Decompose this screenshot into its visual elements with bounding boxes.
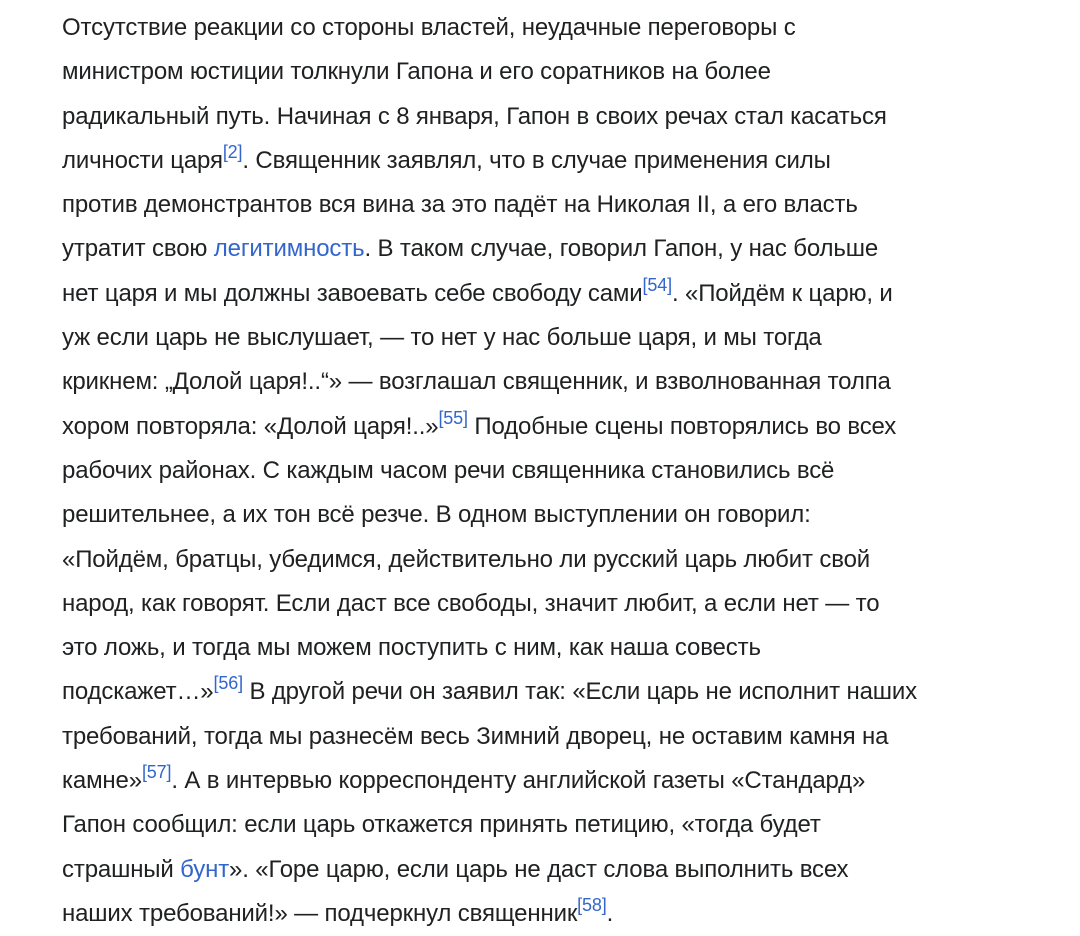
text-line xyxy=(62,538,1020,582)
body-text: утратит свою xyxy=(62,235,214,263)
body-text: нет царя и мы должны завоевать себе свободу сами xyxy=(62,279,643,307)
body-text: . Священник заявлял, что в случае применения силы xyxy=(242,146,831,174)
text-line xyxy=(62,227,1020,271)
body-text: требований, тогда мы разнесём весь Зимний дворец, не оставим камня на xyxy=(62,722,889,750)
text-line xyxy=(62,892,1020,936)
body-text: личности царя xyxy=(62,146,223,174)
body-text: крикнем: „Долой царя!..“» — возглашал священник, и взволнованная толпа xyxy=(62,368,891,396)
text-line xyxy=(62,405,1020,449)
body-text: камне» xyxy=(62,767,142,795)
text-line xyxy=(62,183,1020,227)
body-text: против демонстрантов вся вина за это падёт на Николая II, а его власть xyxy=(62,191,858,219)
text-line xyxy=(62,493,1020,537)
text-line xyxy=(62,6,1020,50)
body-text: Гапон сообщил: если царь откажется принять петицию, «тогда будет xyxy=(62,811,821,839)
text-line xyxy=(62,316,1020,360)
body-text: подскажет…» xyxy=(62,678,214,706)
citation-ref-57[interactable] xyxy=(142,762,171,782)
text-line xyxy=(62,582,1020,626)
text-line xyxy=(62,449,1020,493)
citation-ref-link[interactable]: [2] xyxy=(222,141,243,162)
citation-ref-link[interactable]: [57] xyxy=(141,762,172,783)
citation-ref-2[interactable] xyxy=(223,142,243,162)
citation-ref-link[interactable]: [54] xyxy=(642,274,672,295)
body-text: решительнее, а их тон всё резче. В одном выступлении он говорил: xyxy=(62,501,811,529)
wikilink-легитимность[interactable]: легитимность xyxy=(213,235,365,263)
wikilink-бунт[interactable]: бунт xyxy=(180,855,230,883)
body-text: . xyxy=(606,899,614,927)
body-text: министром юстиции толкнули Гапона и его соратников на более xyxy=(62,58,771,86)
body-text: . В таком случае, говорил Гапон, у нас больше xyxy=(364,235,879,263)
citation-ref-link[interactable]: [58] xyxy=(577,894,607,915)
citation-ref-link[interactable]: [55] xyxy=(438,407,468,428)
citation-ref-55[interactable] xyxy=(438,408,467,428)
text-line xyxy=(62,626,1020,670)
text-line xyxy=(62,759,1020,803)
text-line xyxy=(62,803,1020,847)
body-text: . А в интервью корреспонденту английской газеты «Стандард» xyxy=(171,767,866,795)
text-line xyxy=(62,360,1020,404)
body-text: народ, как говорят. Если даст все свободы, значит любит, а если нет — то xyxy=(62,589,880,617)
body-text: «Пойдём, братцы, убедимся, действительно ли русский царь любит свой xyxy=(62,545,871,573)
text-line xyxy=(62,139,1020,183)
body-text: ». «Горе царю, если царь не даст слова выполнить всех xyxy=(229,855,849,883)
body-text: наших требований!» — подчеркнул священник xyxy=(62,899,578,927)
text-line xyxy=(62,50,1020,94)
body-text: радикальный путь. Начиная с 8 января, Гапон в своих речах стал касаться xyxy=(62,102,887,130)
text-line xyxy=(62,848,1020,892)
text-line xyxy=(62,715,1020,759)
body-text: хором повторяла: «Долой царя!..» xyxy=(62,412,439,440)
text-line xyxy=(62,670,1020,714)
citation-ref-58[interactable] xyxy=(577,895,606,915)
citation-ref-56[interactable] xyxy=(214,673,243,693)
body-text: . «Пойдём к царю, и xyxy=(671,279,893,307)
body-text: страшный xyxy=(62,855,181,883)
body-text: Отсутствие реакции со стороны властей, неудачные переговоры с xyxy=(62,14,796,41)
body-text: уж если царь не выслушает, — то нет у нас больше царя, и мы тогда xyxy=(62,324,822,352)
body-text: рабочих районах. С каждым часом речи священника становились всё xyxy=(62,456,835,484)
body-text: это ложь, и тогда мы можем поступить с ним, как наша совесть xyxy=(62,634,761,662)
text-line xyxy=(62,272,1020,316)
citation-ref-54[interactable] xyxy=(643,275,672,295)
text-line xyxy=(62,95,1020,139)
citation-ref-link[interactable]: [56] xyxy=(213,673,243,694)
body-text: Подобные сцены повторялись во всех xyxy=(467,412,897,440)
body-text: В другой речи он заявил так: «Если царь не исполнит наших xyxy=(242,678,917,706)
